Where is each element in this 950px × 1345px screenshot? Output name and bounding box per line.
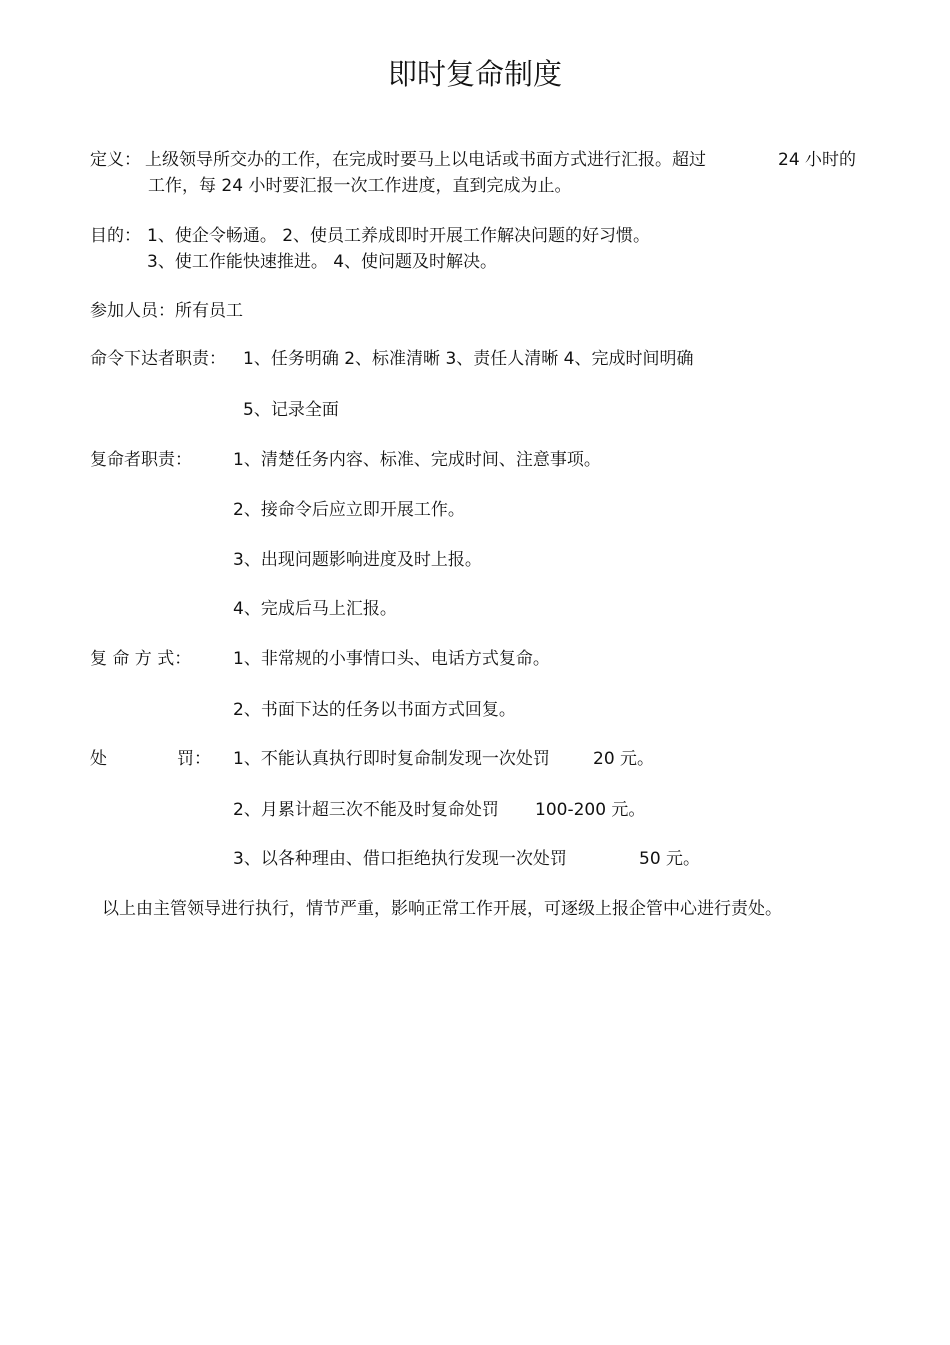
definition-line-1: 上级领导所交办的工作，在完成时要马上以电话或书面方式进行汇报。超过 xyxy=(145,150,706,170)
penalty-item-amount: 50 元。 xyxy=(639,849,701,869)
reporter-duty-item: 4、完成后马上汇报。 xyxy=(233,599,397,619)
document-title: 即时复命制度 xyxy=(387,57,562,91)
issuer-duties-line-2: 5、记录全面 xyxy=(243,400,339,420)
penalty-item-text: 3、以各种理由、借口拒绝执行发现一次处罚 xyxy=(233,849,567,869)
participants-text: 参加人员：所有员工 xyxy=(90,301,243,321)
definition-label: 定义： xyxy=(90,150,141,170)
purpose-line-2: 3、使工作能快速推进。 4、使问题及时解决。 xyxy=(147,252,498,272)
report-method-item: 1、非常规的小事情口头、电话方式复命。 xyxy=(233,649,550,669)
issuer-duties-line-1: 1、任务明确 2、标准清晰 3、责任人清晰 4、完成时间明确 xyxy=(243,349,694,369)
penalty-item-amount: 20 元。 xyxy=(593,749,655,769)
issuer-duties-label: 命令下达者职责： xyxy=(90,349,226,369)
reporter-duties-label: 复命者职责： xyxy=(90,450,192,470)
penalty-item-text: 2、月累计超三次不能及时复命处罚 xyxy=(233,800,499,820)
penalty-item-text: 1、不能认真执行即时复命制发现一次处罚 xyxy=(233,749,550,769)
reporter-duty-item: 1、清楚任务内容、标准、完成时间、注意事项。 xyxy=(233,450,601,470)
purpose-line-1: 1、使企令畅通。 2、使员工养成即时开展工作解决问题的好习惯。 xyxy=(147,226,651,246)
definition-line-1-tail: 24 小时的 xyxy=(778,150,857,170)
penalty-item-amount: 100-200 元。 xyxy=(535,800,646,820)
penalty-label-right: 罚： xyxy=(177,749,211,769)
reporter-duty-item: 3、出现问题影响进度及时上报。 xyxy=(233,550,482,570)
closing-statement: 以上由主管领导进行执行，情节严重，影响正常工作开展，可逐级上报企管中心进行责处。 xyxy=(102,899,782,919)
definition-line-2: 工作，每 24 小时要汇报一次工作进度，直到完成为止。 xyxy=(148,176,572,196)
report-method-label: 复 命 方 式： xyxy=(90,649,192,669)
purpose-label: 目的： xyxy=(90,226,141,246)
report-method-item: 2、书面下达的任务以书面方式回复。 xyxy=(233,700,516,720)
reporter-duty-item: 2、接命令后应立即开展工作。 xyxy=(233,500,465,520)
penalty-label-left: 处 xyxy=(90,749,107,769)
